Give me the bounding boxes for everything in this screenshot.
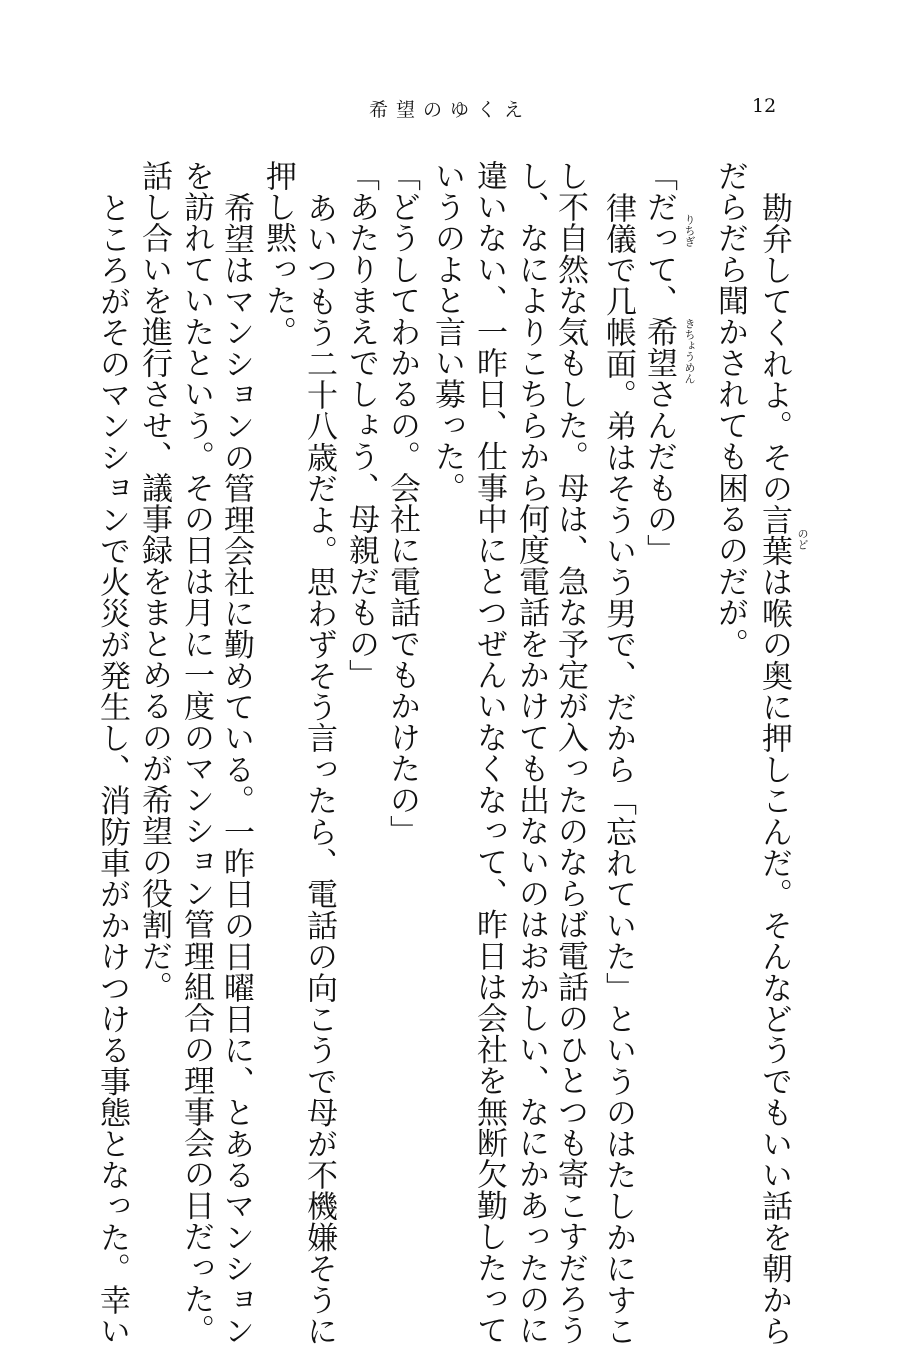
text-line: あいつもう二十八歳だよ。思わずそう言ったら、電話の向こうで母が不機嫌そうに	[301, 192, 337, 1346]
text-line: ところがそのマンションで火災が発生し、消防車がかけつける事態となった。幸い	[94, 192, 130, 1346]
text-line: 勘弁してくれよ。その言葉は喉の奥に押しこんだ。そんなどうでもいい話を朝から	[756, 192, 792, 1346]
running-header: 希望のゆくえ	[368, 99, 531, 121]
vertical-body-text	[94, 160, 805, 1346]
text-line: 「あたりまえでしょう、母親だもの」	[343, 160, 379, 691]
text-line: 希望はマンションの管理会社に勤めている。一昨日の日曜日に、とあるマンション	[218, 192, 254, 1346]
ruby-nodo: のど	[796, 528, 809, 550]
page-number: 12	[752, 95, 777, 117]
text-line: いうのよと言い募った。	[429, 160, 465, 504]
text-line: し、なによりこちらから何度電話をかけても出ないのはおかしい、なにかあったのに	[513, 160, 549, 1346]
text-line: 話し合いを進行させ、議事録をまとめるのが希望の役割だ。	[136, 160, 172, 1003]
text-line: を訪れていたという。その日は月に一度のマンション管理組合の理事会の日だった。	[178, 160, 214, 1346]
text-line: 違いない、一昨日、仕事中にとつぜんいなくなって、昨日は会社を無断欠勤したって	[471, 160, 507, 1346]
text-line: だらだら聞かされても困るのだが。	[712, 160, 748, 660]
text-line: 押し黙った。	[260, 160, 296, 348]
text-line: 律儀で几帳面。弟はそういう男で、だから「忘れていた」というのはたしかにすこ	[600, 192, 636, 1346]
ruby-richigi: りちぎ	[683, 214, 696, 247]
text-line: 「どうしてわかるの。会社に電話でもかけたの」	[384, 160, 420, 847]
text-line: 「だって、希望さんだもの」	[641, 160, 677, 566]
ruby-kichoumen: きちょうめん	[683, 318, 696, 384]
text-line: し不自然な気もした。母は、急な予定が入ったのならば電話のひとつも寄こすだろう	[552, 160, 588, 1346]
